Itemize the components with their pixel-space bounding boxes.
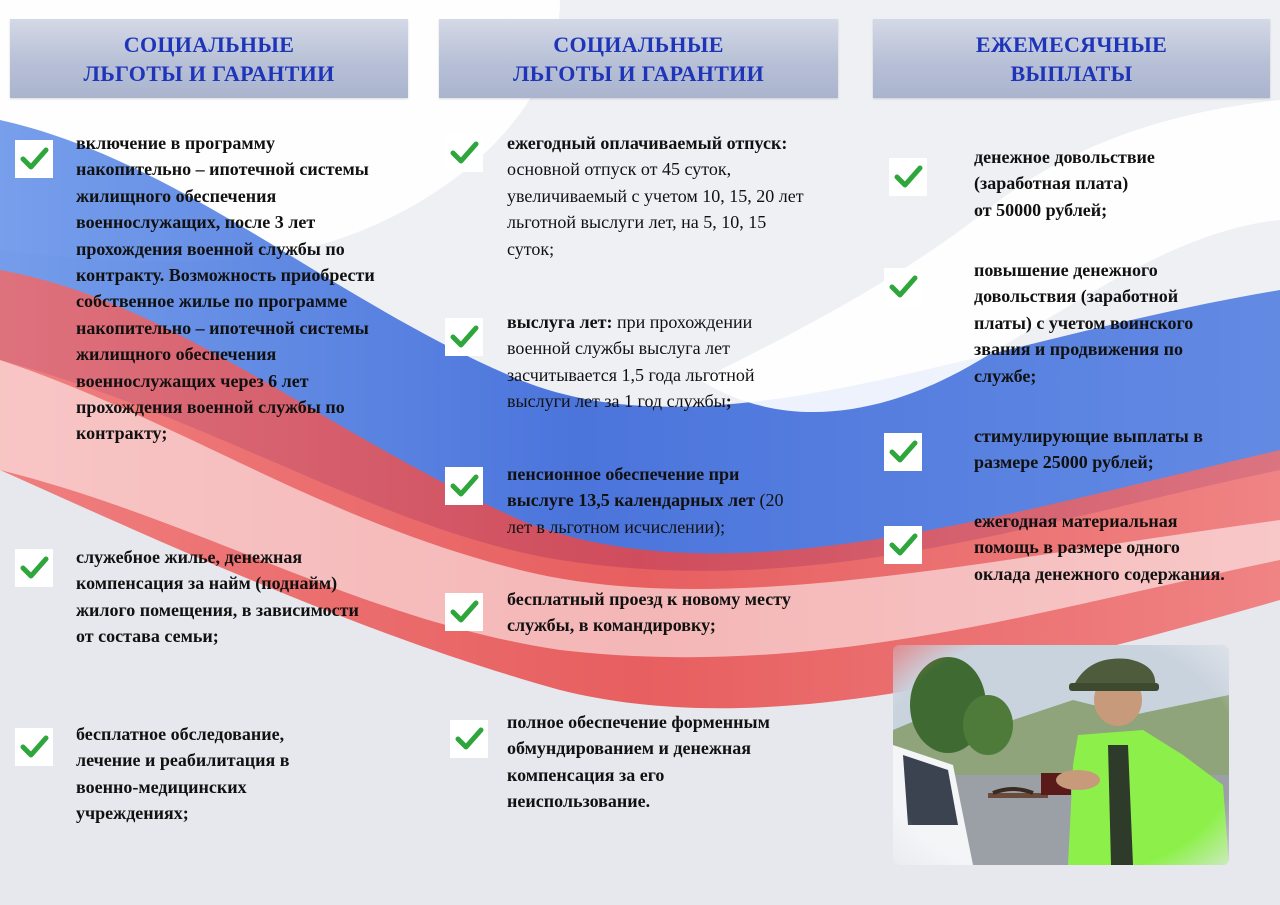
item-lead: ежегодный оплачиваемый отпуск:: [507, 133, 788, 153]
header-social-benefits-2: [439, 19, 838, 98]
checkmark-icon: [15, 549, 53, 587]
checkmark-icon: [884, 433, 922, 471]
list-item: [507, 461, 807, 540]
list-item: [507, 309, 807, 415]
checkmark-icon: [15, 728, 53, 766]
item-lead: пенсионное обеспечение при выслуге 13,5 календарных лет: [507, 464, 755, 511]
item-text: (20 лет в льготном исчислении);: [507, 490, 784, 537]
checkmark-icon: [445, 593, 483, 631]
item-lead: выслуга лет:: [507, 312, 613, 332]
list-item: полное обеспечение форменным обмундированием и денежная компенсация за его неиспользование.: [507, 712, 770, 812]
list-item: служебное жилье, денежная компенсация за найм (поднайм) жилого помещения, в зависимости от состава семьи;: [76, 547, 359, 647]
list-item: стимулирующие выплаты в размере 25000 рублей;: [974, 426, 1203, 473]
list-item: бесплатный проезд к новому месту службы, в командировку;: [507, 589, 791, 636]
header-title: СОЦИАЛЬНЫЕ ЛЬГОТЫ И ГАРАНТИИ: [83, 31, 335, 86]
header-title: СОЦИАЛЬНЫЕ ЛЬГОТЫ И ГАРАНТИИ: [513, 31, 764, 86]
checkmark-icon: [15, 140, 53, 178]
checkmark-icon: [884, 526, 922, 564]
border-guard-photo: [893, 645, 1229, 865]
list-item: ежегодная материальная помощь в размере одного оклада денежного содержания.: [974, 511, 1225, 584]
item-line: денежное довольствие (заработная плата): [974, 147, 1155, 194]
list-item: [974, 144, 1234, 223]
checkmark-icon: [445, 318, 483, 356]
checkmark-icon: [445, 467, 483, 505]
header-monthly-payments: [873, 19, 1270, 98]
checkmark-icon: [889, 158, 927, 196]
list-item: бесплатное обследование, лечение и реабилитация в военно-медицинских учреждениях;: [76, 724, 290, 824]
checkmark-icon: [884, 268, 922, 306]
item-text: при прохождении военной службы выслуга лет засчитывается 1,5 года льготной выслуги лет за 1 год службы: [507, 312, 755, 412]
checkmark-icon: [445, 134, 483, 172]
list-item: повышение денежного довольствия (заработной платы) с учетом воинского звания и продвижения по службе;: [974, 260, 1194, 386]
item-end: ;: [725, 391, 732, 412]
checkmark-icon: [450, 720, 488, 758]
list-item: [507, 130, 807, 262]
header-social-benefits-1: [10, 19, 408, 98]
list-item: включение в программу накопительно – ипотечной системы жилищного обеспечения военнослужащих, после 3 лет прохождения военной службы по контракту. Возможность приобрести собственное жилье по программе накопительно – ипотечной системы жилищного обеспечения военнослужащих через 6 лет прохождения военной службы по контракту;: [76, 133, 375, 444]
item-line: от 50000 рублей;: [974, 199, 1108, 220]
header-title: ЕЖЕМЕСЯЧНЫЕ ВЫПЛАТЫ: [975, 31, 1168, 86]
item-text: основной отпуск от 45 суток, увеличиваемый с учетом 10, 15, 20 лет льготной выслуги лет, на 5, 10, 15 суток;: [507, 159, 804, 259]
